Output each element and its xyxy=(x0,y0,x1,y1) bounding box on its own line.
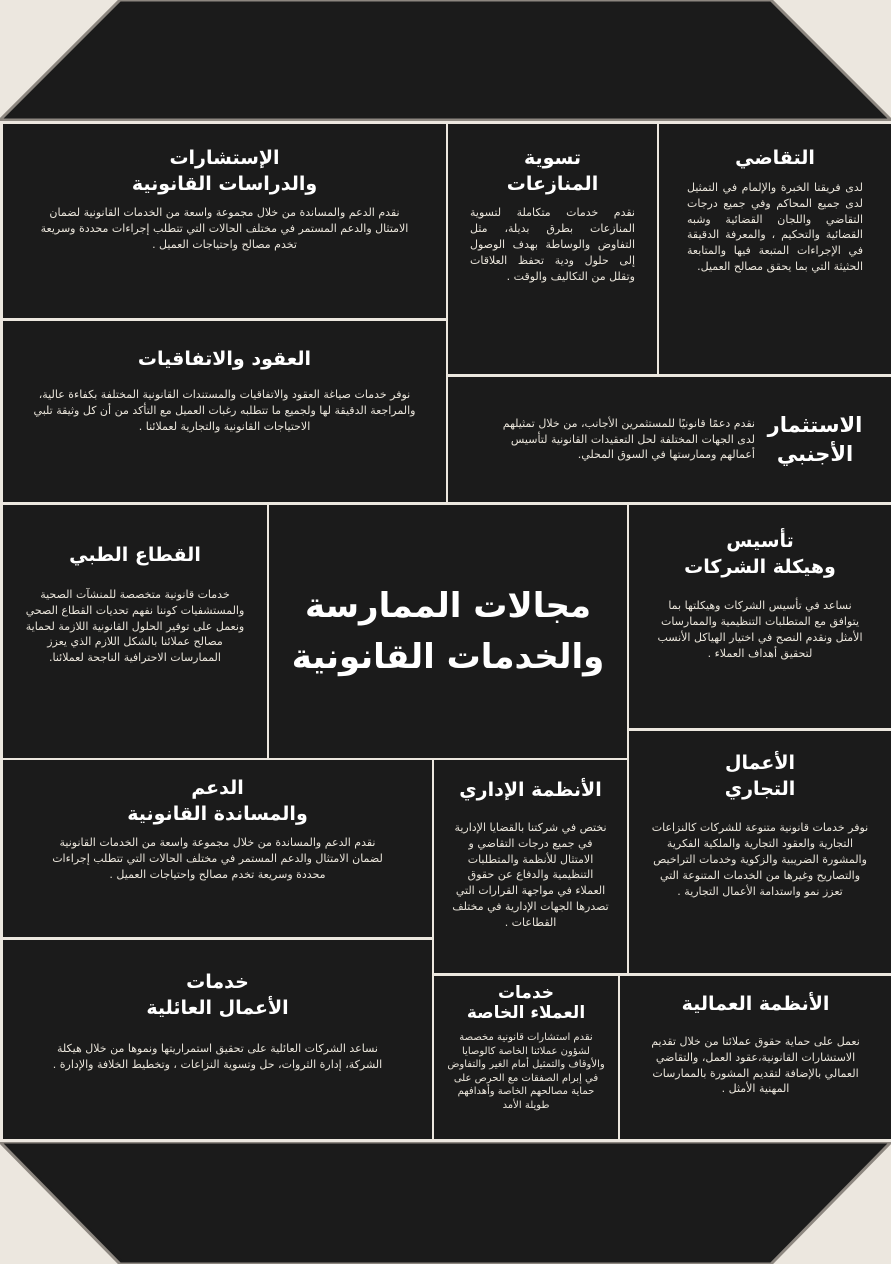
main-title-line2: والخدمات القانونية xyxy=(291,636,605,677)
commercial-title-line1: الأعمال xyxy=(725,752,795,774)
private-clients-title-line1: خدمات xyxy=(497,983,555,1003)
administrative-card xyxy=(434,760,627,973)
main-title-line1: مجالات الممارسة xyxy=(304,585,592,626)
foreign-investment-card xyxy=(448,377,891,502)
foreign-investment-title-line1: الاستثمار xyxy=(767,413,863,438)
commercial-body: نوفر خدمات قانونية متنوعة للشركات كالنزاعات التجارية والعقود التجارية والملكية الفكرية والمشورة الضريبية والزكوية وخدمات التراخيص والتصاريح وغيرها من الخدمات المتنوعة التي تعزز نمو واستدامة الأعمال التجارية . xyxy=(651,821,869,899)
litigation-title: التقاضي xyxy=(735,147,815,169)
private-clients-title xyxy=(446,984,606,1023)
disputes-body: نقدم خدمات متكاملة لتسوية المنازعات بطرق بديلة، مثل التفاوض والوساطة بهدف الوصول إلى حلول ودية تحفظ العلاقات وتقلل من التكاليف والوقت . xyxy=(470,206,635,284)
consulting-title-line2: والدراسات القانونية xyxy=(131,172,318,195)
administrative-title: الأنظمة الإداري xyxy=(459,779,602,801)
contracts-card xyxy=(3,321,446,502)
disputes-title-line2: المنازعات xyxy=(506,172,599,195)
private-clients-title-line2: العملاء الخاصة xyxy=(466,1002,586,1023)
labor-title: الأنظمة العمالية xyxy=(681,993,830,1015)
foreign-investment-title-line2: الأجنبي xyxy=(776,441,854,466)
family-business-body: نساعد الشركات العائلية على تحقيق استمراريتها ونموها من خلال هيكلة الشركة، إدارة الثروات، حل وتسوية النزاعات ، وتخطيط الخلافة والإدارة . xyxy=(52,1042,383,1072)
commercial-title xyxy=(651,751,869,802)
contracts-title: العقود والاتفاقيات xyxy=(137,348,312,370)
medical-body: خدمات قانونية متخصصة للمنشآت الصحية والمستشفيات كوننا نفهم تحديات القطاع الصحي ونعمل على توفير الحلول القانونية اللازمة لحماية مصالح عملائنا بالشكل اللازم الذي يعزز الممارسات الاحترافية الناجحة لعملائنا. xyxy=(25,587,245,665)
company-formation-title-line2: وهيكلة الشركات xyxy=(684,555,836,578)
main-title-card xyxy=(269,505,627,758)
contracts-body: نوفر خدمات صياغة العقود والاتفاقيات والمستندات القانونية المختلفة بكفاءة عالية، والمراجعة الدقيقة لها ولجميع ما تتطلبه رغبات العميل مع التأكد من أن كل وثيقة تلبي الاحتياجات القانونية والتجارية لعملائنا . xyxy=(33,387,416,433)
disputes-title xyxy=(470,146,635,197)
private-clients-card xyxy=(434,976,618,1139)
medical-title: القطاع الطبي xyxy=(69,544,201,566)
support-body: نقدم الدعم والمساندة من خلال مجموعة واسعة من الخدمات القانونية لضمان الامتثال والدعم المستمر في مختلف الحالات التي تتطلب إجراءات محددة وسريعة تخدم مصالح واحتياجات العميل . xyxy=(52,836,383,882)
consulting-card xyxy=(3,124,446,318)
commercial-card xyxy=(629,731,891,973)
family-business-card xyxy=(3,940,432,1139)
family-business-title-line1: خدمات xyxy=(186,971,249,993)
company-formation-title xyxy=(655,529,865,580)
family-business-title xyxy=(43,970,392,1021)
administrative-body: نختص في شركتنا بالقضايا الإدارية في جميع درجات التقاضي و الامتثال للأنظمة والمتطلبات التنظيمية والدفاع عن حقوق العملاء في مواجهة القرارات التي تصدرها الجهات الإدارية في مختلف القطاعات . xyxy=(452,820,609,930)
foreign-investment-body: نقدم دعمًا قانونيًا للمستثمرين الأجانب، من خلال تمثيلهم لدى الجهات المختلفة لحل التعقيدات القانونية لتأسيس أعمالهم وممارستها في السوق المحلي. xyxy=(502,416,755,462)
disputes-title-line1: تسوية xyxy=(523,147,582,169)
labor-card xyxy=(620,976,891,1139)
support-title-line1: الدعم xyxy=(191,777,244,799)
consulting-body: نقدم الدعم والمساندة من خلال مجموعة واسعة من الخدمات القانونية لضمان الامتثال والدعم المستمر في مختلف الحالات التي تتطلب إجراءات محددة وسريعة تخدم مصالح واحتياجات العميل . xyxy=(40,206,409,252)
private-clients-body: نقدم استشارات قانونية مخصصة لشؤون عملائنا الخاصة كالوصايا والأوقاف والتمثيل أمام الغير والتفاوض في إبرام الصفقات مع الحرص على حماية مصالحهم الخاصة وأهدافهم طويلة الأمد xyxy=(447,1032,605,1111)
company-formation-body: نساعد في تأسيس الشركات وهيكلتها بما يتوافق مع المتطلبات التنظيمية والممارسات الأمثل ونقدم النصح في اختيار الهياكل الأنسب لتحقيق أهداف العملاء . xyxy=(657,599,863,661)
litigation-card xyxy=(659,124,891,374)
litigation-body: لدى فريقنا الخبرة والإلمام في التمثيل لدى جميع المحاكم وفي جميع درجات التقاضي واللجان القضائية وشبه القضائية والتحكيم ، والمعرفة الدقيقة في الإجراءات المتبعة فيها والمتابعة الحثيثة التي بما يحقق مصالح العميل. xyxy=(687,180,863,274)
main-title xyxy=(292,581,605,683)
medical-card xyxy=(3,505,267,758)
support-title xyxy=(43,776,392,827)
commercial-title-line2: التجاري xyxy=(724,777,796,800)
consulting-title-line1: الإستشارات xyxy=(169,147,280,169)
support-title-line2: والمساندة القانونية xyxy=(127,802,308,825)
foreign-investment-title xyxy=(755,411,875,468)
company-formation-card xyxy=(629,505,891,728)
labor-body: نعمل على حماية حقوق عملائنا من خلال تقديم الاستشارات القانونية،عقود العمل، والتقاضي العمالي بالإضافة لتقديم المشورة بالممارسات المهنية الأمثل . xyxy=(651,1034,860,1096)
family-business-title-line2: الأعمال العائلية xyxy=(146,996,289,1019)
support-card xyxy=(3,760,432,937)
disputes-card xyxy=(448,124,657,374)
company-formation-title-line1: تأسيس xyxy=(726,530,794,552)
consulting-title xyxy=(33,146,416,197)
